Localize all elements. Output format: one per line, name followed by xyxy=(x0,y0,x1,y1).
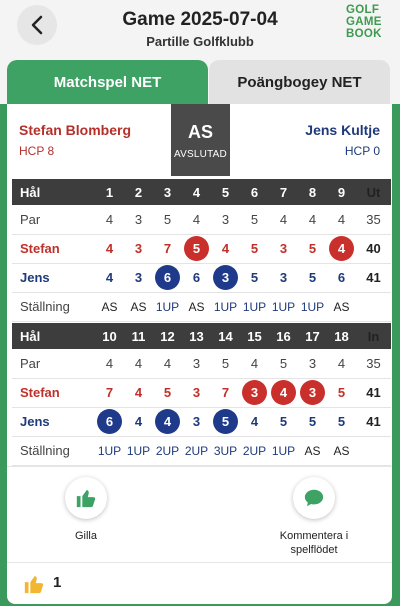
thumbs-up-emoji-icon xyxy=(23,573,45,595)
player2-row xyxy=(12,263,391,292)
score-cell: 6 xyxy=(182,263,211,292)
player1-row xyxy=(12,234,391,263)
tab-poangbogey-net[interactable]: Poängbogey NET xyxy=(209,60,390,104)
score-cell: 5 xyxy=(240,205,269,234)
score-cell: 4 xyxy=(298,205,327,234)
score-cell xyxy=(211,263,240,292)
score-cell xyxy=(182,234,211,263)
score-cell: 1UP xyxy=(269,292,298,321)
score-cell: 4 xyxy=(240,407,269,436)
score-cell: 3 xyxy=(182,349,211,378)
score-cell: 4 xyxy=(240,349,269,378)
score-cell: AS xyxy=(327,436,356,465)
player1-row xyxy=(12,378,391,407)
scorecard-front-nine xyxy=(12,179,391,322)
score-cell: 4 xyxy=(124,378,153,407)
score-cell: 6 xyxy=(240,179,269,205)
score-cell: 4 xyxy=(327,349,356,378)
score-cell: 3 xyxy=(182,378,211,407)
score-cell: 1UP xyxy=(153,292,182,321)
hole-win-marker: 4 xyxy=(329,236,354,261)
score-cell: 13 xyxy=(182,323,211,349)
score-cell: 5 xyxy=(153,378,182,407)
score-cell: 1UP xyxy=(211,292,240,321)
hole-win-marker: 5 xyxy=(184,236,209,261)
score-cell: 4 xyxy=(153,349,182,378)
score-cell: 4 xyxy=(211,234,240,263)
score-cell xyxy=(153,407,182,436)
par-row-total: 35 xyxy=(356,349,391,378)
game-card xyxy=(7,104,392,604)
score-cell: AS xyxy=(298,436,327,465)
score-cell: 5 xyxy=(240,263,269,292)
score-cell: 7 xyxy=(269,179,298,205)
score-cell: 2UP xyxy=(240,436,269,465)
hole-header-row xyxy=(12,323,391,349)
match-status-box xyxy=(171,104,230,176)
scorecard-back-nine xyxy=(12,323,391,466)
hole-header-row xyxy=(12,179,391,205)
score-cell xyxy=(153,263,182,292)
hole-header-row-total: Ut xyxy=(356,179,391,205)
score-cell xyxy=(298,378,327,407)
standing-row-total xyxy=(356,436,391,465)
par-row xyxy=(12,205,391,234)
score-cell xyxy=(240,378,269,407)
score-cell: 18 xyxy=(327,323,356,349)
score-cell: 5 xyxy=(327,378,356,407)
score-cell: 4 xyxy=(269,205,298,234)
comment-bubble-icon xyxy=(303,487,325,509)
score-cell: 4 xyxy=(95,349,124,378)
comment-button[interactable] xyxy=(293,477,335,519)
player1-hcp: HCP 8 xyxy=(19,144,55,158)
score-cell xyxy=(95,407,124,436)
score-cell: 2 xyxy=(124,179,153,205)
score-cell: 17 xyxy=(298,323,327,349)
score-cell: 5 xyxy=(153,205,182,234)
comment-label: Kommentera i spelflödet xyxy=(279,530,349,556)
score-cell: 12 xyxy=(153,323,182,349)
player2-row xyxy=(12,407,391,436)
player2-row-total: 41 xyxy=(356,263,391,292)
score-cell: 4 xyxy=(124,407,153,436)
par-row-label: Par xyxy=(12,349,95,378)
standing-row-label: Ställning xyxy=(12,292,95,321)
score-cell: 4 xyxy=(124,349,153,378)
score-cell: 3 xyxy=(269,263,298,292)
score-cell: 1 xyxy=(95,179,124,205)
score-cell: 8 xyxy=(298,179,327,205)
hole-header-row-label: Hål xyxy=(12,323,95,349)
page-title: Game 2025-07-04 xyxy=(122,9,278,30)
score-cell: 16 xyxy=(269,323,298,349)
score-cell: 5 xyxy=(240,234,269,263)
player2-row-label: Jens xyxy=(12,263,95,292)
score-cell: 5 xyxy=(327,407,356,436)
hole-win-marker: 5 xyxy=(213,409,238,434)
score-cell: 4 xyxy=(95,263,124,292)
score-cell xyxy=(211,407,240,436)
score-cell: 5 xyxy=(211,179,240,205)
par-row-total: 35 xyxy=(356,205,391,234)
score-cell: 5 xyxy=(269,349,298,378)
score-cell: 5 xyxy=(211,349,240,378)
score-cell: 3UP xyxy=(211,436,240,465)
golfgamebook-logo: GOLF GAME BOOK xyxy=(346,4,382,40)
score-cell: AS xyxy=(95,292,124,321)
score-cell: 4 xyxy=(95,234,124,263)
player1-row-label: Stefan xyxy=(12,234,95,263)
score-cell xyxy=(269,378,298,407)
score-cell: 11 xyxy=(124,323,153,349)
score-cell: 1UP xyxy=(95,436,124,465)
score-cell: 3 xyxy=(124,205,153,234)
score-cell: 10 xyxy=(95,323,124,349)
score-cell: 9 xyxy=(327,179,356,205)
likes-bar xyxy=(7,562,392,604)
hole-win-marker: 3 xyxy=(300,380,325,405)
score-cell: 1UP xyxy=(124,436,153,465)
score-cell: 1UP xyxy=(269,436,298,465)
score-cell: 3 xyxy=(182,407,211,436)
hole-header-row-label: Hål xyxy=(12,179,95,205)
score-cell: 3 xyxy=(124,263,153,292)
player1-row-total: 40 xyxy=(356,234,391,263)
score-cell: 5 xyxy=(269,407,298,436)
hole-header-row-total: In xyxy=(356,323,391,349)
like-button[interactable] xyxy=(65,477,107,519)
score-cell: 7 xyxy=(211,378,240,407)
score-cell: 5 xyxy=(298,234,327,263)
score-cell xyxy=(327,234,356,263)
hole-win-marker: 4 xyxy=(155,409,180,434)
player2-row-total: 41 xyxy=(356,407,391,436)
score-cell: AS xyxy=(182,292,211,321)
score-cell: 4 xyxy=(327,205,356,234)
score-cell: AS xyxy=(327,292,356,321)
player2-row-label: Jens xyxy=(12,407,95,436)
score-cell: 15 xyxy=(240,323,269,349)
like-label: Gilla xyxy=(74,530,97,542)
comment-action[interactable] xyxy=(254,477,374,557)
score-cell: 4 xyxy=(95,205,124,234)
score-cell: 14 xyxy=(211,323,240,349)
hole-win-marker: 6 xyxy=(97,409,122,434)
score-cell: 3 xyxy=(153,179,182,205)
tab-matchspel-net[interactable]: Matchspel NET xyxy=(7,60,208,104)
hole-win-marker: 6 xyxy=(155,265,180,290)
score-cell: 2UP xyxy=(153,436,182,465)
likes-count: 1 xyxy=(53,574,62,591)
standing-row-total xyxy=(356,292,391,321)
player1-row-total: 41 xyxy=(356,378,391,407)
player2-name: Jens Kultje xyxy=(305,122,380,138)
score-cell: 1UP xyxy=(240,292,269,321)
score-cell: 3 xyxy=(124,234,153,263)
score-cell: 1UP xyxy=(298,292,327,321)
action-bar xyxy=(7,466,392,562)
match-status-sub: AVSLUTAD xyxy=(174,149,227,160)
hole-win-marker: 3 xyxy=(213,265,238,290)
player1-name: Stefan Blomberg xyxy=(19,122,132,138)
course-name: Partille Golfklubb xyxy=(146,34,254,49)
thumbs-up-icon xyxy=(75,487,97,509)
match-summary xyxy=(7,104,392,176)
standing-row-label: Ställning xyxy=(12,436,95,465)
score-cell: 4 xyxy=(182,205,211,234)
player1-row-label: Stefan xyxy=(12,378,95,407)
score-cell: 3 xyxy=(298,349,327,378)
match-status: AS xyxy=(187,122,213,142)
hole-win-marker: 4 xyxy=(271,380,296,405)
standing-row xyxy=(12,292,391,321)
score-cell: 3 xyxy=(269,234,298,263)
par-row-label: Par xyxy=(12,205,95,234)
score-cell: 7 xyxy=(95,378,124,407)
hole-win-marker: 3 xyxy=(242,380,267,405)
score-cell: 3 xyxy=(211,205,240,234)
score-cell: 4 xyxy=(182,179,211,205)
standing-row xyxy=(12,436,391,465)
top-bar xyxy=(0,0,400,60)
game-mode-tabs xyxy=(0,60,400,104)
like-action[interactable] xyxy=(26,477,146,543)
player2-hcp: HCP 0 xyxy=(344,144,380,158)
score-cell: 5 xyxy=(298,407,327,436)
score-cell: 6 xyxy=(327,263,356,292)
score-cell: AS xyxy=(124,292,153,321)
par-row xyxy=(12,349,391,378)
score-cell: 7 xyxy=(153,234,182,263)
score-cell: 5 xyxy=(298,263,327,292)
score-cell: 2UP xyxy=(182,436,211,465)
